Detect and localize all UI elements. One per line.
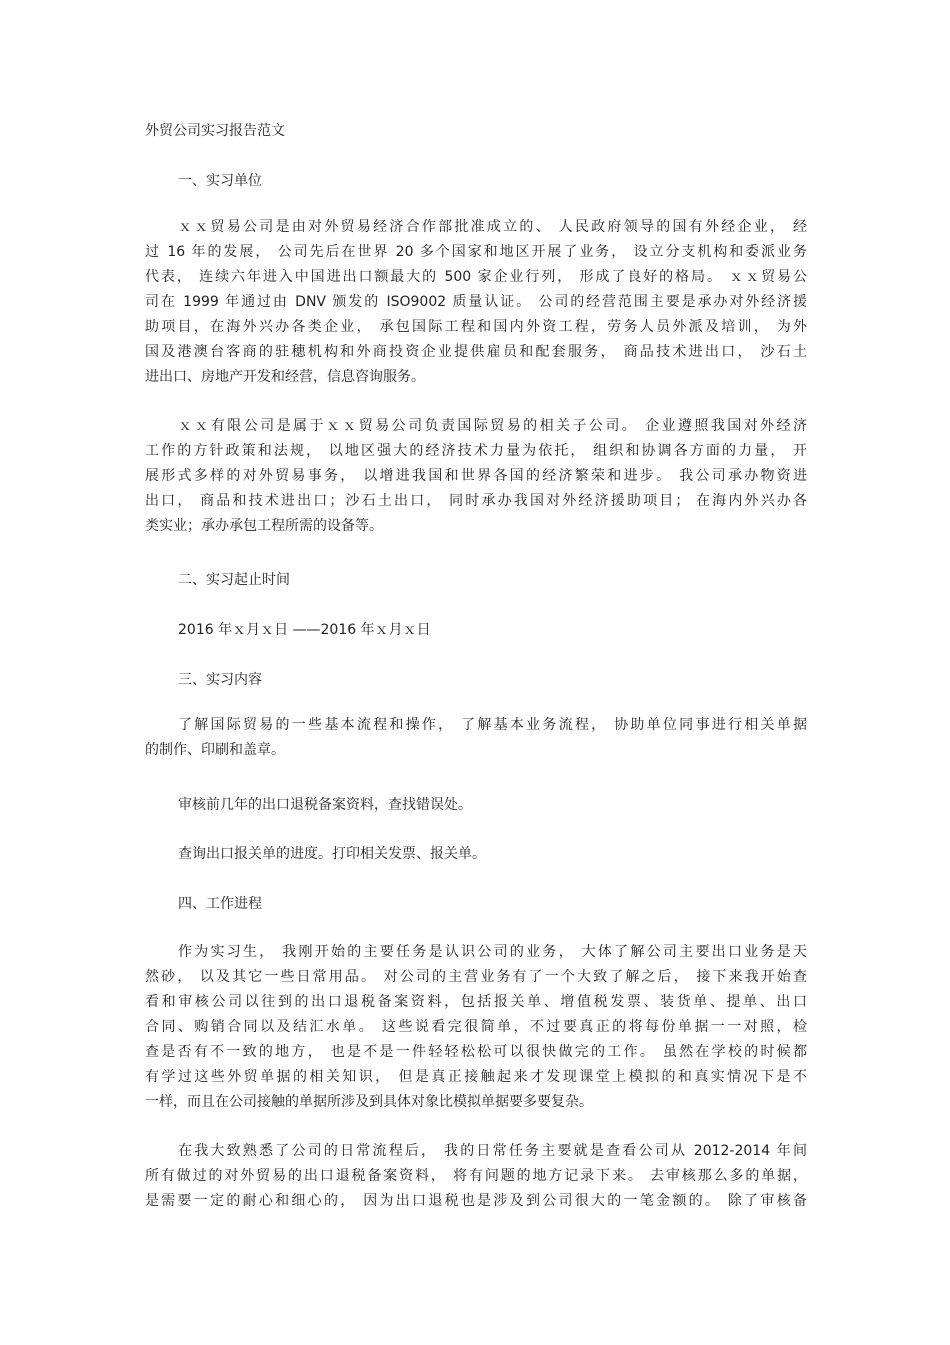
section-heading-4: 四、工作进程	[178, 896, 262, 912]
paragraph-progress-1	[145, 940, 807, 1115]
text-line: 在我大致熟悉了公司的日常流程后， 我的日常任务主要就是查看公司从 2012-2014 年间	[178, 1143, 807, 1159]
paragraph-content-3: 查询出口报关单的进度。打印相关发票、报关单。	[178, 846, 486, 862]
text-line: 所有做过的对外贸易的出口退税备案资料， 将有问题的地方记录下来。 去审核那么多的单据，	[145, 1168, 807, 1184]
text-line: 的制作、印刷和盖章。	[145, 742, 285, 758]
text-line: 了解国际贸易的一些基本流程和操作， 了解基本业务流程， 协助单位同事进行相关单据	[178, 717, 807, 733]
text-line: 查是否有不一致的地方， 也是不是一件轻轻松松可以很快做完的工作。 虽然在学校的时候都	[145, 1044, 807, 1060]
internship-dates: 2016 年ｘ月ｘ日 ——2016 年ｘ月ｘ日	[178, 622, 431, 638]
paragraph-subsidiary	[145, 414, 807, 539]
text-line: 国及港澳台客商的驻穗机构和外商投资企业提供雇员和配套服务， 商品技术进出口， 沙石土	[145, 344, 807, 360]
paragraph-progress-2	[145, 1139, 807, 1214]
text-line: ｘｘ有限公司是属于ｘｘ贸易公司负责国际贸易的相关子公司。 企业遵照我国对外经济	[178, 418, 807, 434]
paragraph-content-2: 审核前几年的出口退税备案资料，查找错误处。	[178, 797, 472, 813]
section-heading-1: 一、实习单位	[178, 173, 262, 189]
text-line: 看和审核公司以往到的出口退税备案资料，包括报关单、增值税发票、装货单、提单、出口	[145, 994, 807, 1010]
text-line: 有学过这些外贸单据的相关知识， 但是真正接触起来才发现课堂上模拟的和真实情况下是不	[145, 1069, 807, 1085]
text-line: 作为实习生， 我刚开始的主要任务是认识公司的业务， 大体了解公司主要出口业务是天	[178, 944, 807, 960]
text-line: 代表， 连续六年进入中国进出口额最大的 500 家企业行列， 形成了良好的格局。 ｘｘ贸易公	[145, 269, 807, 285]
text-line: 类实业；承办承包工程所需的设备等。	[145, 518, 383, 534]
text-line: 是需要一定的耐心和细心的， 因为出口退税也是涉及到公司很大的一笔金额的。 除了审核备	[145, 1193, 807, 1209]
text-line: 进出口、房地产开发和经营，信息咨询服务。	[145, 369, 425, 385]
section-heading-3: 三、实习内容	[178, 672, 262, 688]
text-line: 助项目，在海外兴办各类企业， 承包国际工程和国内外资工程，劳务人员外派及培训， 为外	[145, 319, 807, 335]
text-line: ｘｘ贸易公司是由对外贸易经济合作部批准成立的、 人民政府领导的国有外经企业， 经	[178, 219, 807, 235]
text-line: 工作的方针政策和法规， 以地区强大的经济技术力量为依托， 组织和协调各方面的力量， 开	[145, 443, 807, 459]
document-title: 外贸公司实习报告范文	[145, 123, 285, 139]
paragraph-content-1	[145, 713, 807, 763]
section-heading-2: 二、实习起止时间	[178, 572, 290, 588]
text-line: 然砂， 以及其它一些日常用品。 对公司的主营业务有了一个大致了解之后， 接下来我开始查	[145, 969, 807, 985]
text-line: 一样，而且在公司接触的单据所涉及到具体对象比模拟单据要多要复杂。	[145, 1094, 593, 1110]
text-line: 出口， 商品和技术进出口；沙石土出口， 同时承办我国对外经济援助项目； 在海内外兴办各	[145, 493, 807, 509]
text-line: 合同、购销合同以及结汇水单。 这些说看完很简单，不过要真正的将每份单据一一对照，检	[145, 1019, 807, 1035]
text-line: 司在 1999 年通过由 DNV 颁发的 ISO9002 质量认证。 公司的经营范围主要是承办对外经济援	[145, 294, 807, 310]
text-line: 展形式多样的对外贸易事务， 以增进我国和世界各国的经济繁荣和进步。 我公司承办物资进	[145, 468, 807, 484]
paragraph-company-intro	[145, 215, 807, 390]
text-line: 过 16 年的发展， 公司先后在世界 20 多个国家和地区开展了业务， 设立分支机构和委派业务	[145, 244, 807, 260]
